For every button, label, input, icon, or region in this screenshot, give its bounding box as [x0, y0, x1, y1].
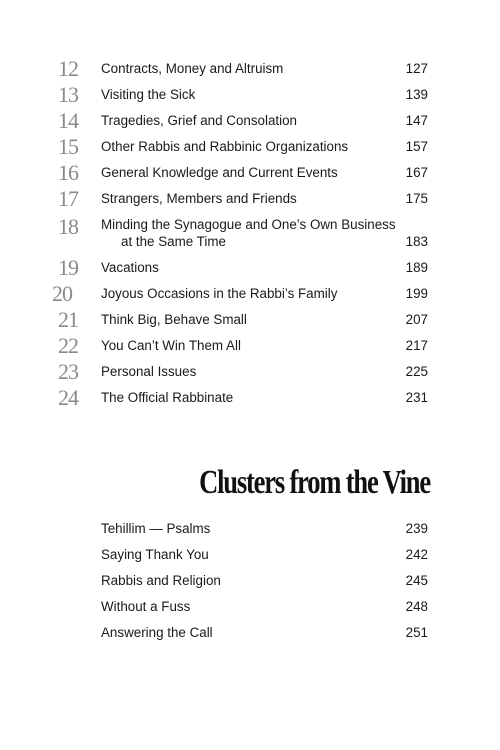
section-heading: Clusters from the Vine: [199, 464, 430, 501]
page-number: 127: [405, 61, 428, 76]
page-number: 183: [405, 234, 428, 249]
chapter-number: 17: [58, 186, 78, 211]
chapter-number: 24: [58, 385, 78, 410]
chapter-title: Contracts, Money and Altruism: [101, 61, 284, 76]
chapter-title: Joyous Occasions in the Rabbi’s Family: [101, 286, 338, 301]
page-number: 167: [405, 165, 428, 180]
page-number: 175: [405, 191, 428, 206]
chapter-number: 22: [58, 333, 78, 358]
chapter-title: Visiting the Sick: [101, 87, 196, 102]
page-number: 189: [405, 260, 428, 275]
chapter-number: 14: [58, 108, 78, 133]
chapter-number: 20: [52, 281, 72, 306]
entry-title: Saying Thank You: [101, 547, 209, 562]
chapter-title: [101, 216, 401, 250]
chapter-number: 19: [58, 255, 78, 280]
chapter-title-line-1: Minding the Synagogue and One’s Own Business: [101, 217, 396, 232]
entry-title: Without a Fuss: [101, 599, 191, 614]
page-number: 245: [405, 573, 428, 588]
chapter-number: 21: [58, 307, 78, 332]
chapter-title: Vacations: [101, 260, 159, 275]
page-number: 248: [405, 599, 428, 614]
chapter-number: 23: [58, 359, 78, 384]
chapter-title: Strangers, Members and Friends: [101, 191, 297, 206]
chapter-number: 16: [58, 160, 78, 185]
chapter-title: General Knowledge and Current Events: [101, 165, 338, 180]
chapter-title: Tragedies, Grief and Consolation: [101, 113, 298, 128]
chapter-number: 18: [58, 214, 78, 239]
chapter-title: Personal Issues: [101, 364, 197, 379]
chapter-number: 12: [58, 56, 78, 81]
chapter-title: The Official Rabbinate: [101, 390, 234, 405]
page-number: 242: [405, 547, 428, 562]
page-number: 147: [405, 113, 428, 128]
entry-title: Answering the Call: [101, 625, 213, 640]
page-number: 217: [405, 338, 428, 353]
chapter-title: Think Big, Behave Small: [101, 312, 247, 327]
chapter-title: Other Rabbis and Rabbinic Organizations: [101, 139, 349, 154]
chapter-number: 13: [58, 82, 78, 107]
page-number: 239: [405, 521, 428, 536]
chapter-title: You Can’t Win Them All: [101, 338, 241, 353]
page-number: 207: [405, 312, 428, 327]
page-number: 157: [405, 139, 428, 154]
page-number: 251: [405, 625, 428, 640]
page-number: 225: [405, 364, 428, 379]
page-number: 199: [405, 286, 428, 301]
page-number: 139: [405, 87, 428, 102]
page-number: 231: [405, 390, 428, 405]
entry-title: Tehillim — Psalms: [101, 521, 211, 536]
chapter-title-line-2: at the Same Time: [121, 234, 226, 249]
entry-title: Rabbis and Religion: [101, 573, 221, 588]
chapter-number: 15: [58, 134, 78, 159]
